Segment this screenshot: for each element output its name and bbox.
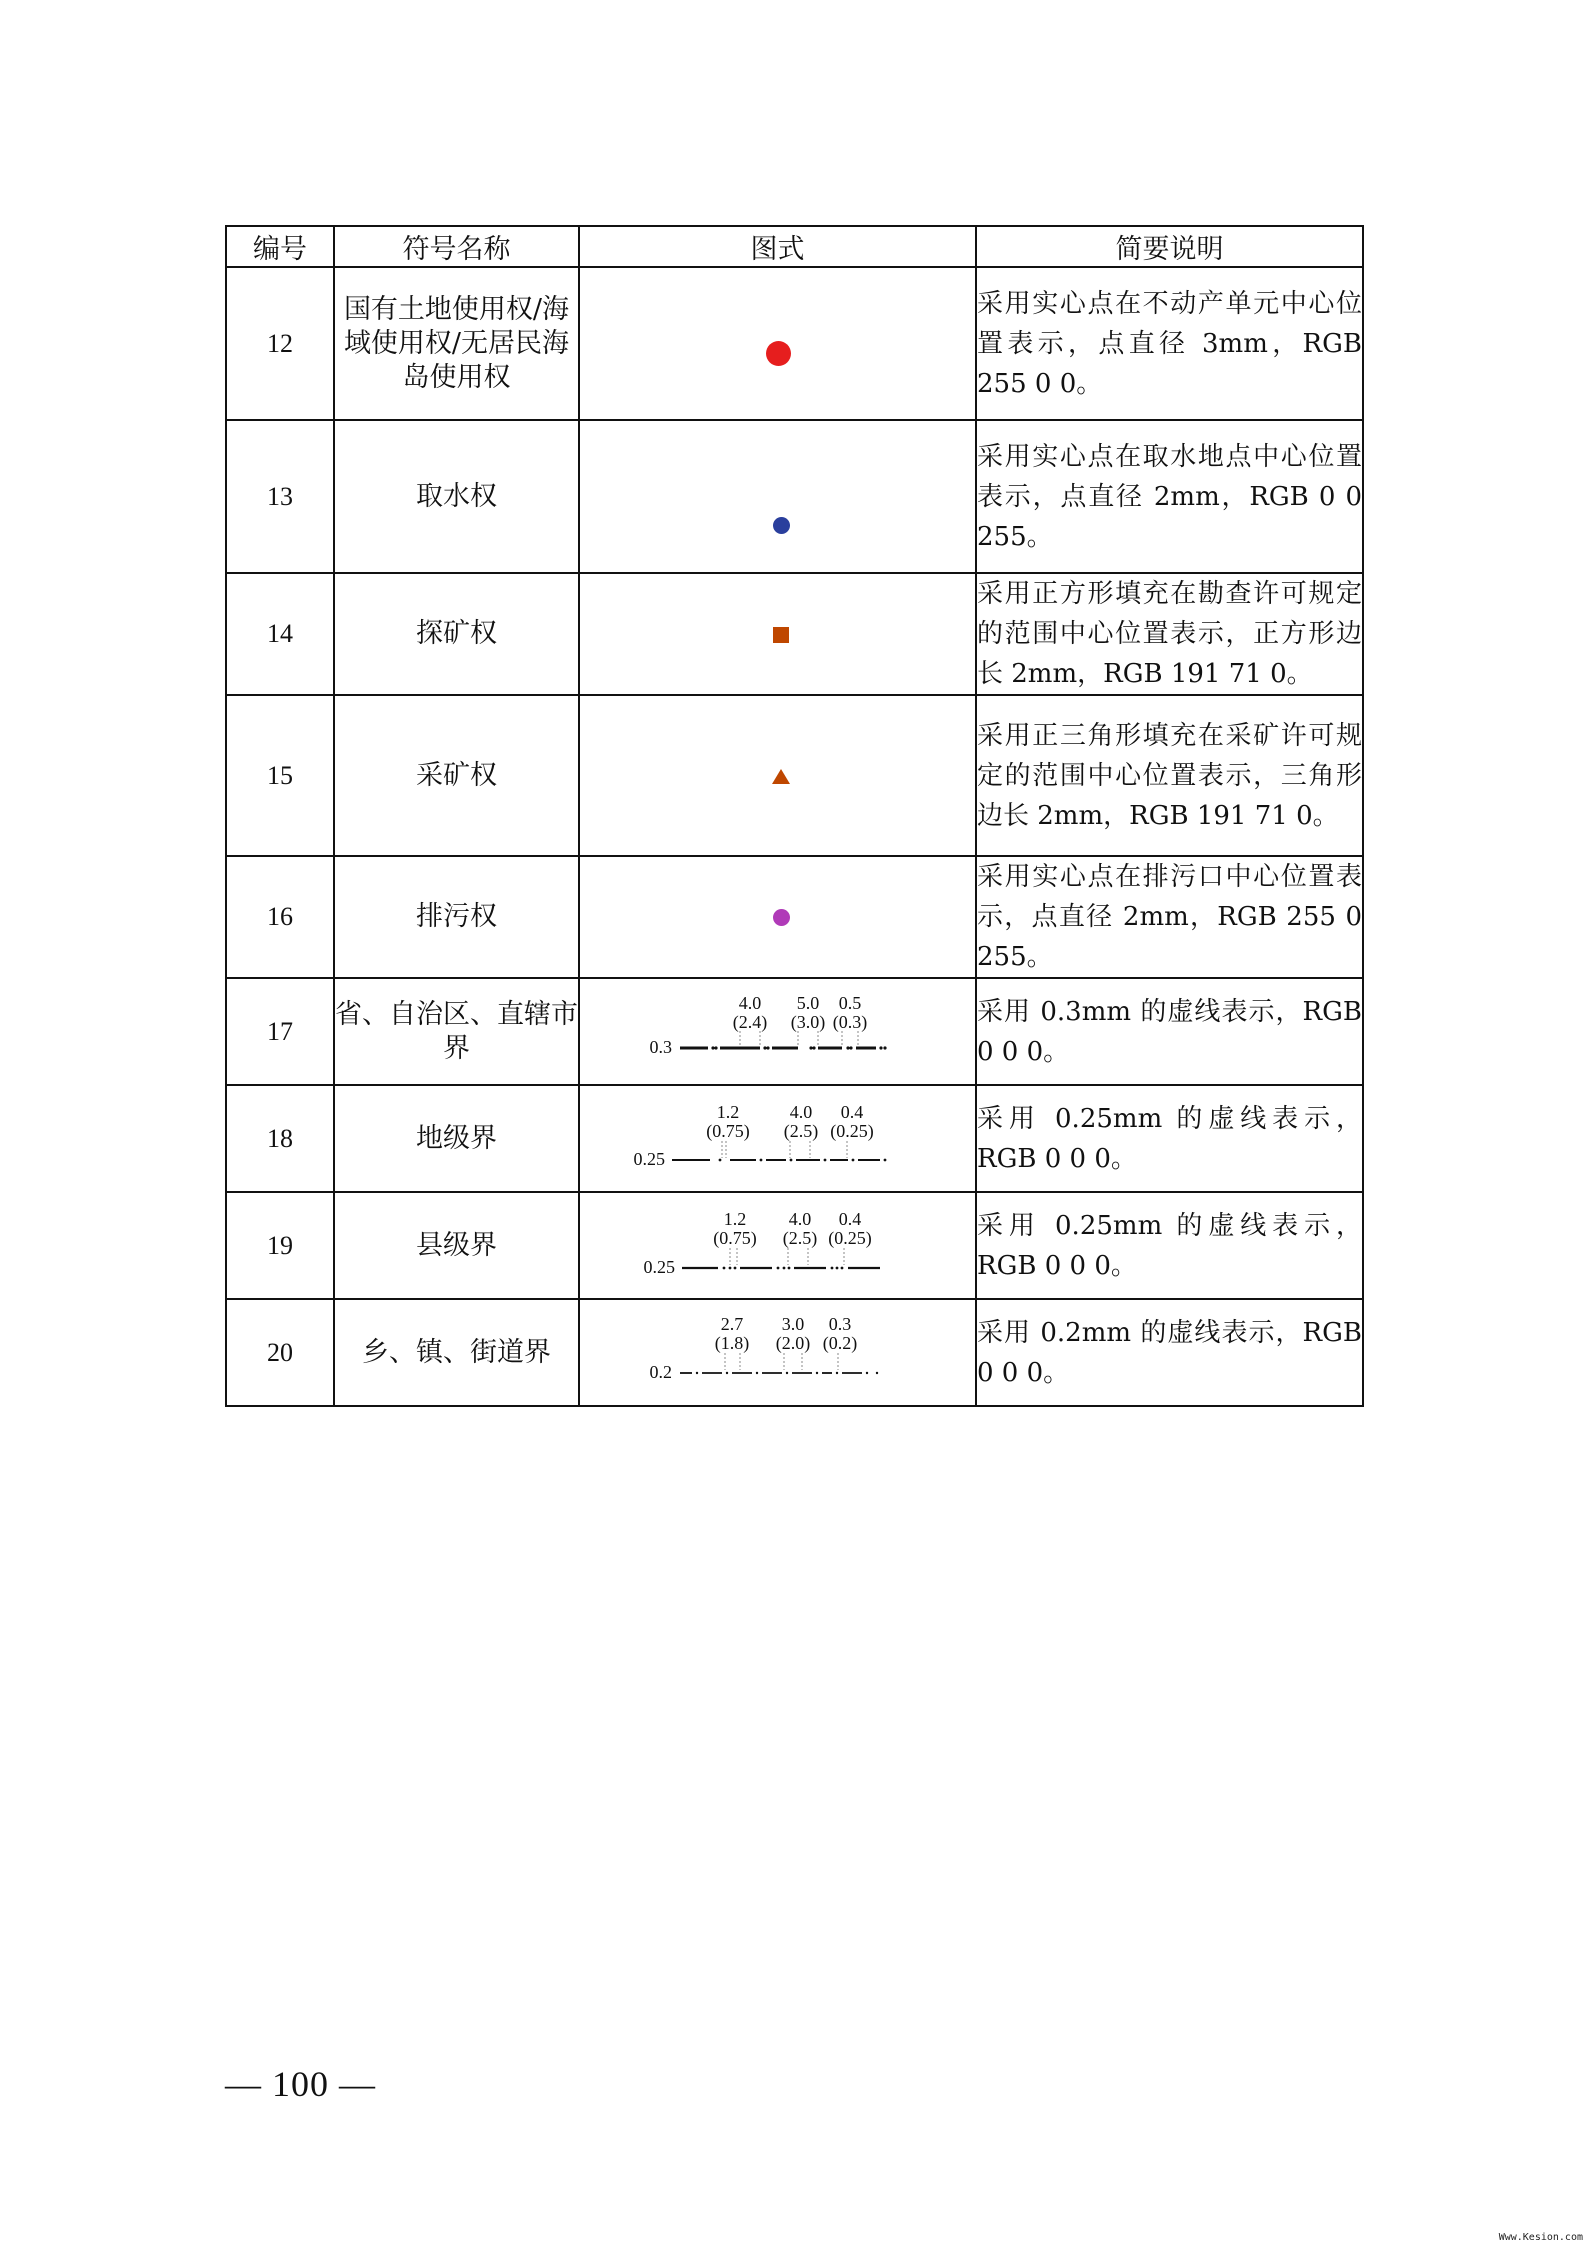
symbol-description: 采用正方形填充在勘查许可规定的范围中心位置表示，正方形边长 2mm，RGB 191 71 0。: [976, 573, 1363, 695]
symbol-name: 国有土地使用权/海域使用权/无居民海岛使用权: [334, 267, 579, 420]
triangle-symbol: [772, 769, 790, 784]
county-boundary-symbol: [580, 1193, 975, 1298]
symbol-name: 乡、镇、街道界: [334, 1299, 579, 1406]
table-row: [226, 420, 1363, 573]
table-header-row: [226, 226, 1363, 267]
symbol-figure: [579, 420, 976, 573]
table-row: [226, 1299, 1363, 1406]
symbol-description: 采用实心点在不动产单元中心位置表示，点直径 3mm，RGB 255 0 0。: [976, 267, 1363, 420]
dim-label: (0.75): [706, 1121, 750, 1141]
dim-label: (2.0): [775, 1333, 811, 1353]
symbol-figure: [579, 1192, 976, 1299]
watermark: Www.Kesion.com: [1498, 2232, 1583, 2243]
line-width-label: 0.25: [643, 1257, 675, 1277]
line-width-label: 0.25: [633, 1149, 665, 1169]
dim-label: 0.4: [838, 1209, 862, 1229]
dim-label: 2.7: [720, 1314, 744, 1334]
symbol-name: 地级界: [334, 1085, 579, 1192]
symbol-figure: [579, 267, 976, 420]
symbol-name: 取水权: [334, 420, 579, 573]
prefecture-boundary-symbol: [580, 1086, 975, 1191]
province-boundary-symbol: [580, 979, 975, 1084]
table-row: [226, 978, 1363, 1085]
dim-label: 0.4: [840, 1102, 864, 1122]
line-width-label: 0.3: [649, 1037, 672, 1057]
dim-label: (3.0): [790, 1012, 826, 1032]
symbol-figure: [579, 695, 976, 856]
symbol-figure: [579, 1299, 976, 1406]
table-row: [226, 267, 1363, 420]
red-dot-symbol: [766, 341, 791, 366]
symbol-name: 探矿权: [334, 573, 579, 695]
square-symbol: [773, 627, 789, 643]
dim-label: 1.2: [716, 1102, 740, 1122]
row-number: 16: [226, 856, 334, 978]
symbol-figure: [579, 978, 976, 1085]
dim-label: 1.2: [723, 1209, 747, 1229]
blue-dot-symbol: [773, 517, 790, 534]
header-symbol-name: 符号名称: [334, 226, 579, 267]
symbol-description: 采用 0.25mm 的虚线表示，RGB 0 0 0。: [976, 1085, 1363, 1192]
symbol-figure: [579, 1085, 976, 1192]
row-number: 17: [226, 978, 334, 1085]
row-number: 18: [226, 1085, 334, 1192]
dim-label: 5.0: [796, 993, 820, 1013]
symbol-description: 采用实心点在取水地点中心位置表示，点直径 2mm，RGB 0 0 255。: [976, 420, 1363, 573]
dim-label: (2.5): [783, 1121, 819, 1141]
row-number: 13: [226, 420, 334, 573]
row-number: 15: [226, 695, 334, 856]
row-number: 12: [226, 267, 334, 420]
symbol-description: 采用实心点在排污口中心位置表示，点直径 2mm，RGB 255 0 255。: [976, 856, 1363, 978]
row-number: 14: [226, 573, 334, 695]
symbol-table: [225, 225, 1364, 1407]
symbol-name: 排污权: [334, 856, 579, 978]
dim-label: (0.25): [830, 1121, 874, 1141]
header-number: 编号: [226, 226, 334, 267]
symbol-figure: [579, 856, 976, 978]
line-width-label: 0.2: [649, 1362, 672, 1382]
row-number: 20: [226, 1299, 334, 1406]
symbol-name: 省、自治区、直辖市界: [334, 978, 579, 1085]
symbol-description: 采用正三角形填充在采矿许可规定的范围中心位置表示，三角形边长 2mm，RGB 191 71 0。: [976, 695, 1363, 856]
dim-label: 0.3: [828, 1314, 852, 1334]
symbol-name: 采矿权: [334, 695, 579, 856]
table-row: [226, 1192, 1363, 1299]
table-row: [226, 856, 1363, 978]
row-number: 19: [226, 1192, 334, 1299]
dim-label: (0.25): [828, 1228, 872, 1248]
dim-label: 4.0: [738, 993, 762, 1013]
dim-label: 3.0: [781, 1314, 805, 1334]
symbol-description: 采用 0.2mm 的虚线表示，RGB 0 0 0。: [976, 1299, 1363, 1406]
dim-label: (2.4): [732, 1012, 768, 1032]
symbol-description: 采用 0.25mm 的虚线表示，RGB 0 0 0。: [976, 1192, 1363, 1299]
header-figure: 图式: [579, 226, 976, 267]
magenta-dot-symbol: [773, 909, 790, 926]
symbol-description: 采用 0.3mm 的虚线表示，RGB 0 0 0。: [976, 978, 1363, 1085]
dim-label: (1.8): [714, 1333, 750, 1353]
symbol-name: 县级界: [334, 1192, 579, 1299]
table-row: [226, 573, 1363, 695]
table-row: [226, 1085, 1363, 1192]
page-number: — 100 —: [225, 2064, 376, 2104]
dim-label: 4.0: [789, 1102, 813, 1122]
dim-label: 0.5: [838, 993, 862, 1013]
dim-label: (0.75): [713, 1228, 757, 1248]
header-description: 简要说明: [976, 226, 1363, 267]
dim-label: (2.5): [782, 1228, 818, 1248]
dim-label: (0.2): [822, 1333, 858, 1353]
dim-label: (0.3): [832, 1012, 868, 1032]
township-boundary-symbol: [580, 1300, 975, 1405]
table-row: [226, 695, 1363, 856]
symbol-figure: [579, 573, 976, 695]
dim-label: 4.0: [788, 1209, 812, 1229]
